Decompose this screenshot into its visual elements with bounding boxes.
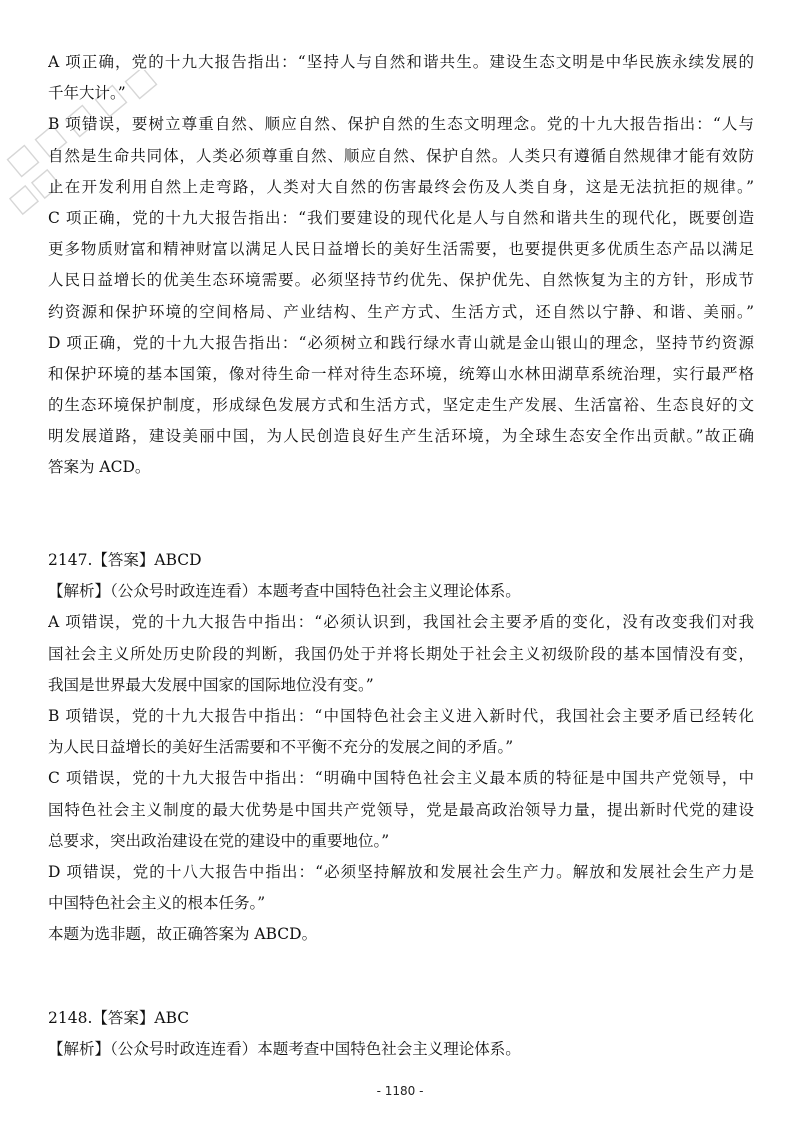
text-line: 的生态环境保护制度，形成绿色发展方式和生活方式，坚定走生产发展、生活富裕、生态良好的文 — [48, 396, 754, 415]
top-section — [48, 47, 754, 484]
text-line: 约资源和保护环境的空间格局、产业结构、生产方式、生活方式，还自然以宁静、和谐、美丽。” — [48, 302, 754, 321]
text-line: B 项错误，要树立尊重自然、顺应自然、保护自然的生态文明理念。党的十九大报告指出：“人与 — [48, 115, 754, 134]
text-line: 止在开发利用自然上走弯路，人类对大自然的伤害最终会伤及人类自身，这是无法抗拒的规律。” — [48, 177, 754, 196]
answer-2148 — [48, 1003, 754, 1065]
text-line: D 项正确，党的十九大报告指出：“必须树立和践行绿水青山就是金山银山的理念，坚持节约资源 — [48, 333, 754, 352]
text-line: 自然是生命共同体，人类必须尊重自然、顺应自然、保护自然。人类只有遵循自然规律才能有效防 — [48, 146, 754, 165]
analysis-line: 【解析】（公众号时政连连看）本题考查中国特色社会主义理论体系。 — [48, 1040, 521, 1059]
text-line: 我国是世界最大发展中国家的国际地位没有变。” — [48, 675, 374, 694]
text-line: 答案为 ACD。 — [48, 458, 151, 477]
text-line: C 项正确，党的十九大报告指出：“我们要建设的现代化是人与自然和谐共生的现代化，既要创造 — [48, 208, 754, 227]
text-line: 和保护环境的基本国策，像对待生命一样对待生态环境，统筹山水林田湖草系统治理，实行最严格 — [48, 364, 754, 383]
text-line: D 项错误，党的十八大报告中指出：“必须坚持解放和发展社会生产力。解放和发展社会生产力是 — [48, 862, 754, 881]
text-line: 本题为选非题，故正确答案为 ABCD。 — [48, 925, 318, 944]
answer-header: 2148.【答案】ABC — [48, 1009, 190, 1027]
text-line: 更多物质财富和精神财富以满足人民日益增长的美好生活需要，也要提供更多优质生态产品以满足 — [48, 240, 754, 259]
text-line: C 项错误，党的十九大报告中指出：“明确中国特色社会主义最本质的特征是中国共产党领导，中 — [48, 769, 754, 788]
page-number: - 1180 - — [376, 1084, 424, 1098]
text-line: 人民日益增长的优美生态环境需要。必须坚持节约优先、保护优先、自然恢复为主的方针，形成节 — [48, 271, 754, 290]
text-line: B 项错误，党的十九大报告中指出：“中国特色社会主义进入新时代，我国社会主要矛盾已经转化 — [48, 706, 754, 725]
text-line: 中国特色社会主义的根本任务。” — [48, 894, 266, 913]
text-line: 国社会主义所处历史阶段的判断，我国仍处于并将长期处于社会主义初级阶段的基本国情没有变， — [48, 644, 754, 663]
text-line: 明发展道路，建设美丽中国，为人民创造良好生产生活环境，为全球生态安全作出贡献。”故正确 — [48, 427, 754, 446]
text-line: 总要求，突出政治建设在党的建设中的重要地位。” — [48, 831, 390, 850]
text-line: 国特色社会主义制度的最大优势是中国共产党领导，党是最高政治领导力量，提出新时代党的建设 — [48, 800, 754, 819]
answer-2147 — [48, 545, 754, 950]
text-line: A 项错误，党的十九大报告中指出：“必须认识到，我国社会主要矛盾的变化，没有改变我们对我 — [48, 613, 754, 632]
text-line: 为人民日益增长的美好生活需要和不平衡不充分的发展之间的矛盾。” — [48, 738, 514, 757]
text-line: A 项正确，党的十九大报告指出：“坚持人与自然和谐共生。建设生态文明是中华民族永续发展的 — [48, 53, 754, 71]
text-line: 千年大计。” — [48, 84, 126, 103]
analysis-line: 【解析】（公众号时政连连看）本题考查中国特色社会主义理论体系。 — [48, 582, 521, 601]
answer-header: 2147.【答案】ABCD — [48, 551, 202, 569]
